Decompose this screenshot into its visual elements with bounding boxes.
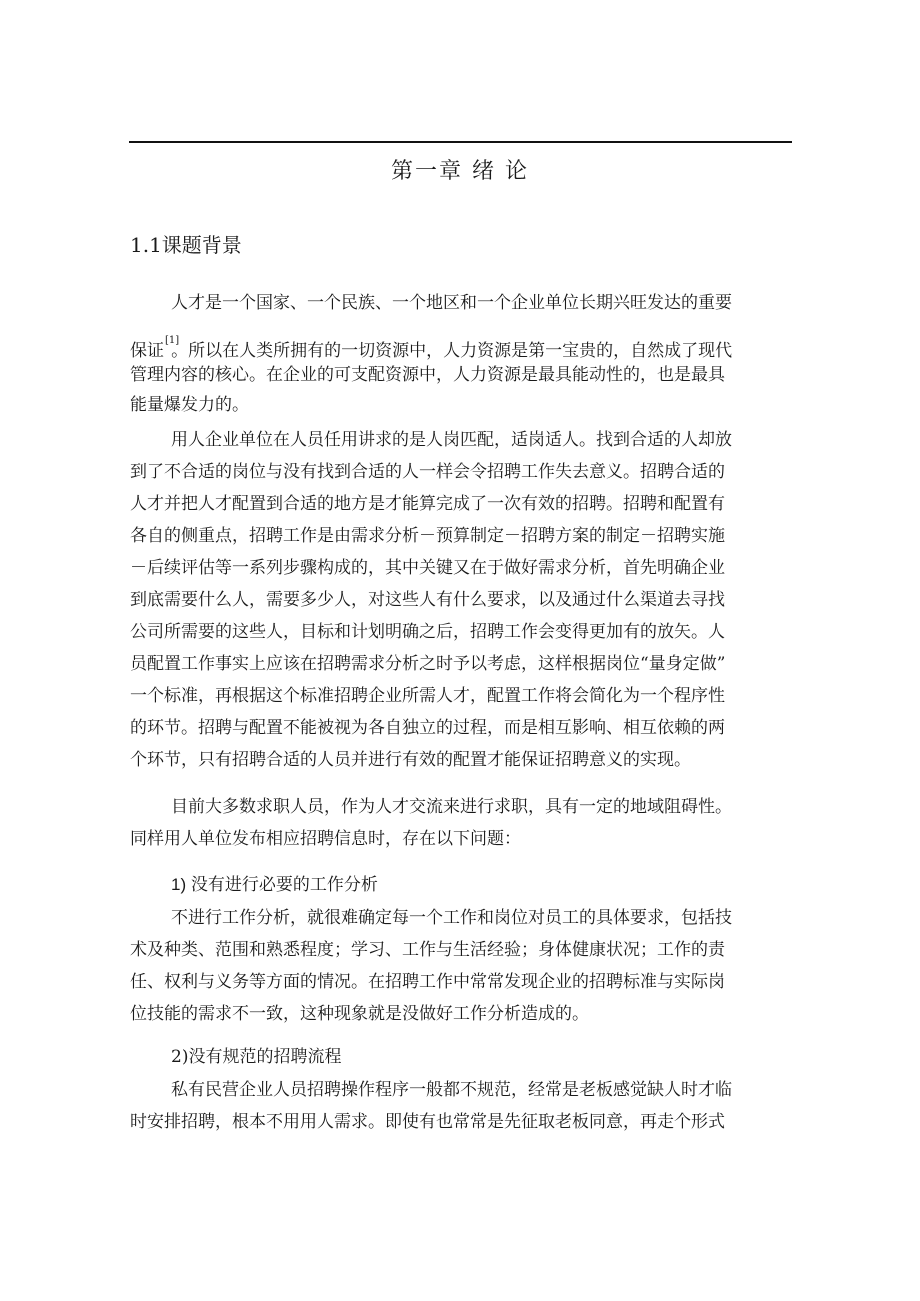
paragraph-line: 私有民营企业人员招聘操作程序一般都不规范，经常是老板感觉缺人时才临 — [171, 1080, 732, 1100]
paragraph-line: 各自的侧重点，招聘工作是由需求分析－预算制定－招聘方案的制定－招聘实施 — [130, 526, 725, 546]
paragraph-line: 目前大多数求职人员，作为人才交流来进行求职，具有一定的地域阻碍性。 — [171, 797, 732, 817]
paragraph-line: 一个标准，再根据这个标准招聘企业所需人才，配置工作将会简化为一个程序性 — [130, 686, 725, 706]
list-item-heading: 2)没有规范的招聘流程 — [171, 1047, 342, 1067]
paragraph-line: 人才并把人才配置到合适的地方是才能算完成了一次有效的招聘。招聘和配置有 — [130, 494, 725, 514]
paragraph-line: 管理内容的核心。在企业的可支配资源中，人力资源是最具能动性的，也是最具 — [130, 365, 725, 385]
paragraph-line: －后续评估等一系列步骤构成的，其中关键又在于做好需求分析，首先明确企业 — [130, 558, 725, 578]
paragraph-line: 位技能的需求不一致，这种现象就是没做好工作分析造成的。 — [130, 1004, 589, 1024]
text-run: 。所以在人类所拥有的一切资源中，人力资源是第一宝贵的，自然成了现代 — [171, 341, 733, 361]
paragraph-line: 任、权利与义务等方面的情况。在招聘工作中常常发现企业的招聘标准与实际岗 — [130, 972, 725, 992]
list-item-heading: 1) 没有进行必要的工作分析 — [171, 875, 378, 894]
header-rule — [129, 141, 792, 143]
paragraph-line: 术及种类、范围和熟悉程度；学习、工作与生活经验；身体健康状况；工作的责 — [130, 940, 725, 960]
paragraph-line: 到了不合适的岗位与没有找到合适的人一样会令招聘工作失去意义。招聘合适的 — [130, 462, 725, 482]
paragraph-line: 的环节。招聘与配置不能被视为各自独立的过程，而是相互影响、相互依赖的两 — [130, 718, 725, 738]
text-run: 保证 — [130, 341, 164, 361]
paragraph-line: 能量爆发力的。 — [130, 395, 249, 415]
paragraph-line: 人才是一个国家、一个民族、一个地区和一个企业单位长期兴旺发达的重要 — [171, 293, 732, 313]
paragraph-line: 用人企业单位在人员任用讲求的是人岗匹配，适岗适人。找到合适的人却放 — [171, 430, 732, 450]
paragraph-line: 个环节，只有招聘合适的人员并进行有效的配置才能保证招聘意义的实现。 — [130, 750, 691, 770]
paragraph-line: 时安排招聘，根本不用用人需求。即使有也常常是先征取老板同意，再走个形式 — [130, 1112, 725, 1132]
paragraph-line: 公司所需要的这些人，目标和计划明确之后，招聘工作会变得更加有的放矢。人 — [130, 622, 725, 642]
paragraph-line: 不进行工作分析，就很难确定每一个工作和岗位对员工的具体要求，包括技 — [171, 908, 732, 928]
paragraph-line — [130, 335, 733, 365]
paragraph-line: 员配置工作事实上应该在招聘需求分析之时予以考虑，这样根据岗位“量身定做” — [130, 654, 726, 674]
paragraph-line: 同样用人单位发布相应招聘信息时，存在以下问题： — [130, 829, 521, 849]
citation-ref: [1] — [165, 335, 180, 346]
paragraph-line: 到底需要什么人，需要多少人，对这些人有什么要求，以及通过什么渠道去寻找 — [130, 590, 725, 610]
section-heading: 1.1课题背景 — [130, 233, 242, 257]
chapter-title: 第一章 绪 论 — [391, 159, 529, 184]
